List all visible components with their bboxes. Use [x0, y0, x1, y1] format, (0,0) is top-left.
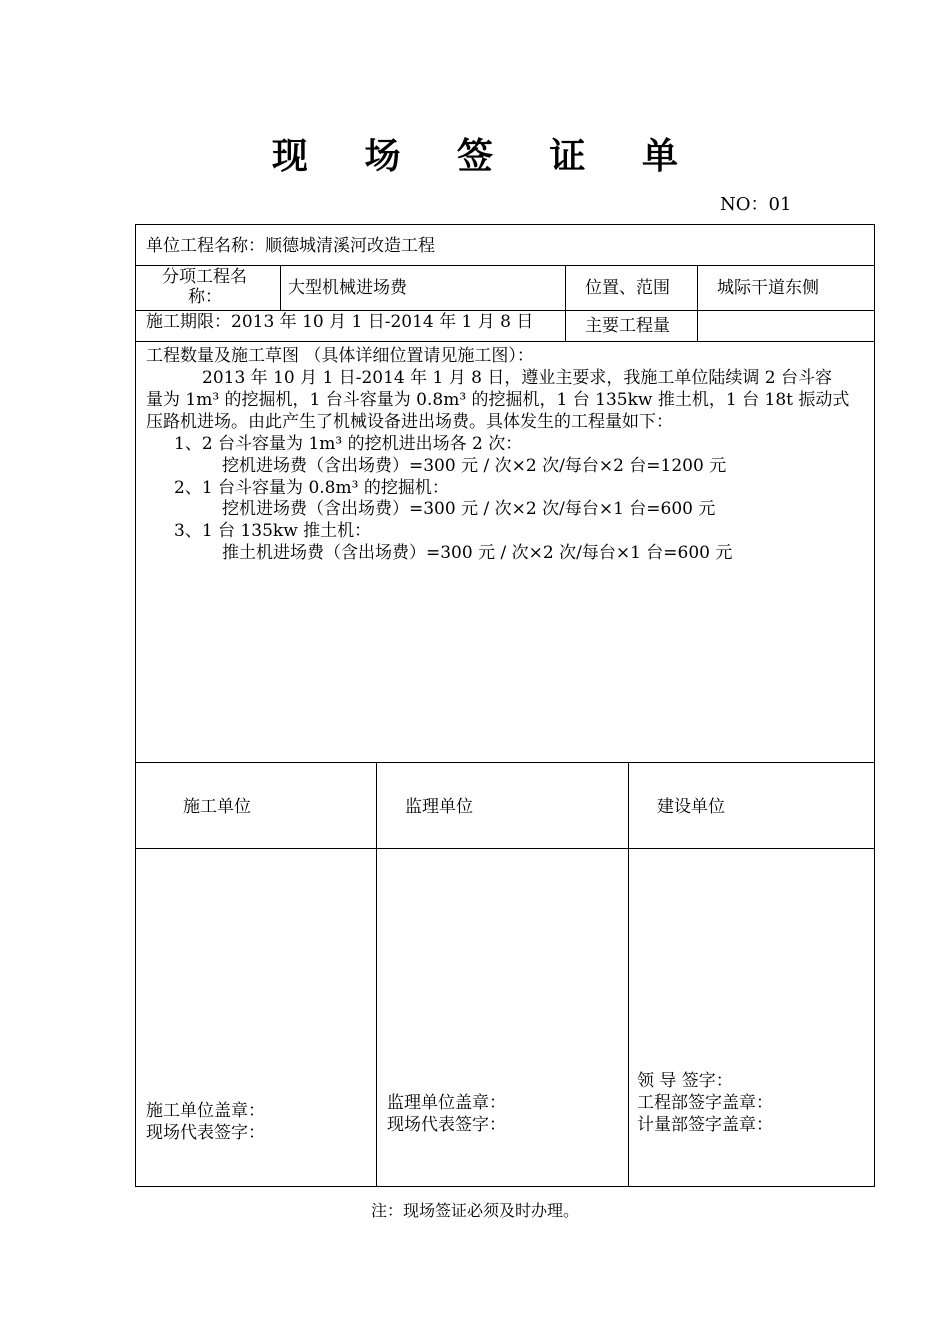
- sub-project-label-line: 称：: [188, 287, 222, 307]
- party-construction: 施工单位: [183, 797, 251, 817]
- row-divider: [136, 341, 874, 342]
- footer-note: 注：现场签证必须及时办理。: [370, 1201, 579, 1220]
- col-divider: [376, 762, 377, 1186]
- col-divider: [628, 762, 629, 1186]
- construction-period: 施工期限：2013 年 10 月 1 日-2014 年 1 月 8 日: [146, 312, 534, 332]
- item-1-calc: 挖机进场费（含出场费）=300 元 / 次×2 次/每台×2 台=1200 元: [222, 456, 727, 476]
- sub-project-value: 大型机械进场费: [288, 278, 407, 298]
- row-divider: [136, 762, 874, 763]
- party-owner: 建设单位: [657, 797, 725, 817]
- body-paragraph-line: 量为 1m³ 的挖掘机，1 台斗容量为 0.8m³ 的挖掘机，1 台 135kw 推土机，1 台 18t 振动式: [146, 390, 850, 410]
- sub-project-label: [162, 267, 247, 307]
- construction-seal: 施工单位盖章：: [146, 1101, 265, 1121]
- body-paragraph-line: 2013 年 10 月 1 日-2014 年 1 月 8 日，遵业主要求，我施工单位陆续调 2 台斗容: [202, 368, 833, 388]
- location-value: 城际干道东侧: [717, 278, 819, 298]
- row-divider: [136, 848, 874, 849]
- unit-project-name: 单位工程名称：顺德城清溪河改造工程: [146, 236, 435, 256]
- supervision-seal: 监理单位盖章：: [387, 1093, 506, 1113]
- item-2-calc: 挖机进场费（含出场费）=300 元 / 次×2 次/每台×1 台=600 元: [222, 499, 716, 519]
- location-label: 位置、范围: [585, 278, 670, 298]
- owner-measurement-signature: 计量部签字盖章：: [637, 1115, 773, 1135]
- form-table: [135, 224, 875, 1187]
- party-supervision: 监理单位: [405, 797, 473, 817]
- owner-leader-signature: 领 导 签字：: [637, 1071, 733, 1091]
- main-quantity-label: 主要工程量: [585, 316, 670, 336]
- supervision-rep-signature: 现场代表签字：: [387, 1115, 506, 1135]
- col-divider: [565, 265, 566, 341]
- sub-project-label-line: 分项工程名: [162, 267, 247, 287]
- body-heading: 工程数量及施工草图 （具体详细位置请见施工图）：: [146, 346, 534, 366]
- page-title: 现 场 签 证 单: [271, 136, 701, 177]
- item-2: 2、1 台斗容量为 0.8m³ 的挖掘机：: [174, 478, 449, 498]
- row-divider: [136, 265, 874, 266]
- body-paragraph-line: 压路机进场。由此产生了机械设备进出场费。具体发生的工程量如下：: [146, 412, 673, 432]
- item-3: 3、1 台 135kw 推土机：: [174, 521, 372, 541]
- col-divider: [280, 265, 281, 310]
- document-number: NO：01: [720, 194, 792, 215]
- col-divider: [697, 265, 698, 341]
- owner-engineering-signature: 工程部签字盖章：: [637, 1093, 773, 1113]
- item-1: 1、2 台斗容量为 1m³ 的挖机进出场各 2 次：: [174, 434, 523, 454]
- item-3-calc: 推土机进场费（含出场费）=300 元 / 次×2 次/每台×1 台=600 元: [222, 543, 733, 563]
- construction-rep-signature: 现场代表签字：: [146, 1123, 265, 1143]
